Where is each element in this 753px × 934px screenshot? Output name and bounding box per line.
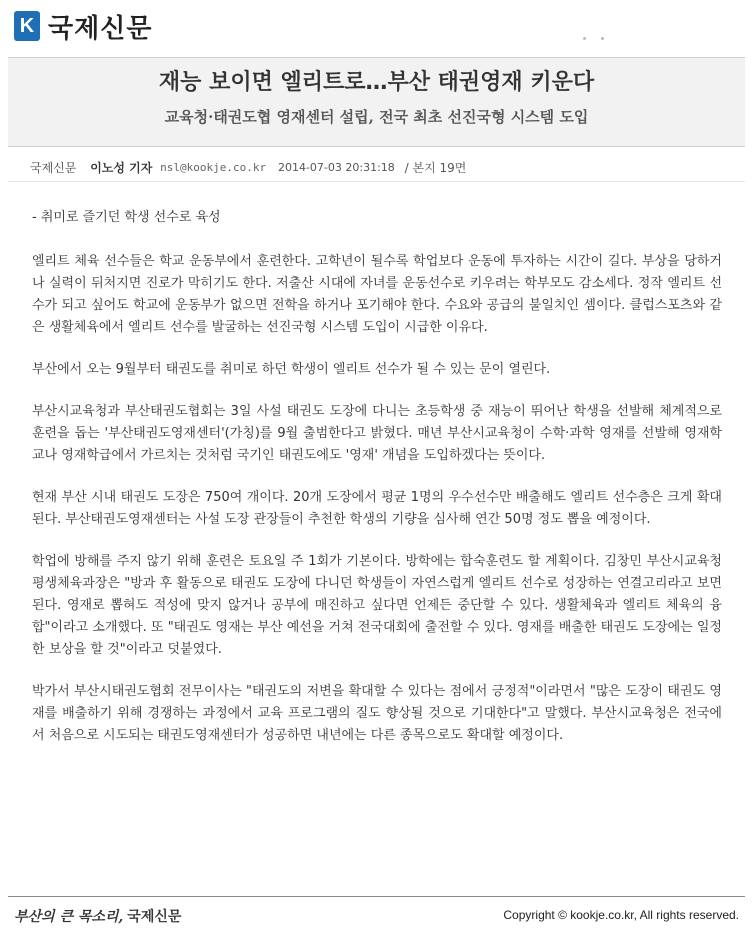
decorative-dot bbox=[601, 37, 604, 40]
headline-box bbox=[8, 57, 745, 147]
logo-k-icon: K bbox=[14, 11, 40, 41]
article-datetime: 2014-07-03 20:31:18 bbox=[277, 160, 395, 174]
logo-wordmark: 국제신문 bbox=[48, 13, 153, 44]
site-logo[interactable] bbox=[14, 8, 152, 44]
article-paragraph: 현재 부산 시내 태권도 도장은 750여 개이다. 20개 도장에서 평균 1명의 우수선수만 배출해도 엘리트 선수층은 크게 확대된다. 부산태권도영재센터는 사설 도장 관장들이 추천한 학생의 기량을 심사해 연간 50명 정도 뽑을 예정이다. bbox=[32, 490, 722, 527]
article-paragraph: 학업에 방해를 주지 않기 위해 훈련은 토요일 주 1회가 기본이다. 방학에는 합숙훈련도 할 계획이다. 김창민 부산시교육청 평생체육과장은 "방과 후 활동으로 태권도 도장에 다니던 학생들이 자연스럽게 엘리트 선수로 성장하는 연결고리라고 보면 된다. 영재로 뽑혀도 적성에 맞지 않거나 공부에 매진하고 싶다면 언제든 중단할 수 있다. 생활체육과 엘리트 체육의 융합"이라고 소개했다. 또 "태권도 영재는 부산 예선을 거쳐 전국대회에 출전할 수 있다. 영재를 배출한 태권도 도장에는 일정한 보상을 할 것"이라고 덧붙였다. bbox=[32, 554, 722, 657]
article-page: / 본지 19면 bbox=[404, 160, 467, 175]
article-body bbox=[32, 207, 722, 767]
footer-brand: 국제신문 bbox=[127, 909, 182, 925]
reporter-email[interactable]: nsl@kookje.co.kr bbox=[160, 160, 267, 174]
article-meta bbox=[8, 153, 745, 182]
footer-slogan bbox=[14, 906, 181, 926]
footer-slogan-text: 부산의 큰 목소리, bbox=[14, 909, 124, 925]
article-paragraph: 부산시교육청과 부산태권도협회는 3일 사설 태권도 도장에 다니는 초등학생 중 재능이 뛰어난 학생을 선발해 체계적으로 훈련을 돕는 '부산태권도영재센터'(가칭)를 9월 출범한다고 밝혔다. 매년 부산시교육청이 수학·과학 영재를 선발해 영재학교나 영재학급에서 가르치는 것처럼 국기인 태권도에도 '영재' 개념을 도입하겠다는 뜻이다. bbox=[32, 404, 722, 463]
article-source: 국제신문 bbox=[30, 160, 77, 175]
footer-copyright: Copyright © kookje.co.kr, All rights reserved. bbox=[503, 908, 739, 922]
article-subtitle: 교육청·태권도협 영재센터 설립, 전국 최초 선진국형 시스템 도입 bbox=[164, 108, 589, 126]
article-paragraph: 박가서 부산시태권도협회 전무이사는 "태권도의 저변을 확대할 수 있다는 점에서 긍정적"이라면서 "많은 도장이 태권도 영재를 배출하기 위해 경쟁하는 과정에서 교육 프로그램의 질도 향상될 것으로 기대한다"고 말했다. 부산시교육청은 전국에서 처음으로 시도되는 태권도영재센터가 성공하면 내년에는 다른 종목으로도 확대할 예정이다. bbox=[32, 684, 722, 743]
article-paragraph: 엘리트 체육 선수들은 학교 운동부에서 훈련한다. 고학년이 될수록 학업보다 운동에 투자하는 시간이 길다. 부상을 당하거나 실력이 뒤처지면 진로가 막히기도 한다. 저출산 시대에 자녀를 운동선수로 키우려는 학부모도 감소세다. 정작 엘리트 선수가 되고 싶어도 학교에 운동부가 없으면 전학을 하거나 포기해야 한다. 수요와 공급의 불일치인 셈이다. 클럽스포츠와 같은 생활체육에서 엘리트 선수를 발굴하는 선진국형 시스템 도입이 시급한 이유다. bbox=[32, 254, 722, 335]
page-footer bbox=[8, 896, 745, 933]
decorative-dot bbox=[583, 37, 586, 40]
article-lead: - 취미로 즐기던 학생 선수로 육성 bbox=[32, 210, 221, 225]
reporter-name[interactable]: 이노성 기자 bbox=[90, 160, 153, 175]
article-title: 재능 보이면 엘리트로…부산 태권영재 키운다 bbox=[158, 70, 595, 95]
article-paragraph: 부산에서 오는 9월부터 태권도를 취미로 하던 학생이 엘리트 선수가 될 수 있는 문이 열린다. bbox=[32, 362, 551, 377]
